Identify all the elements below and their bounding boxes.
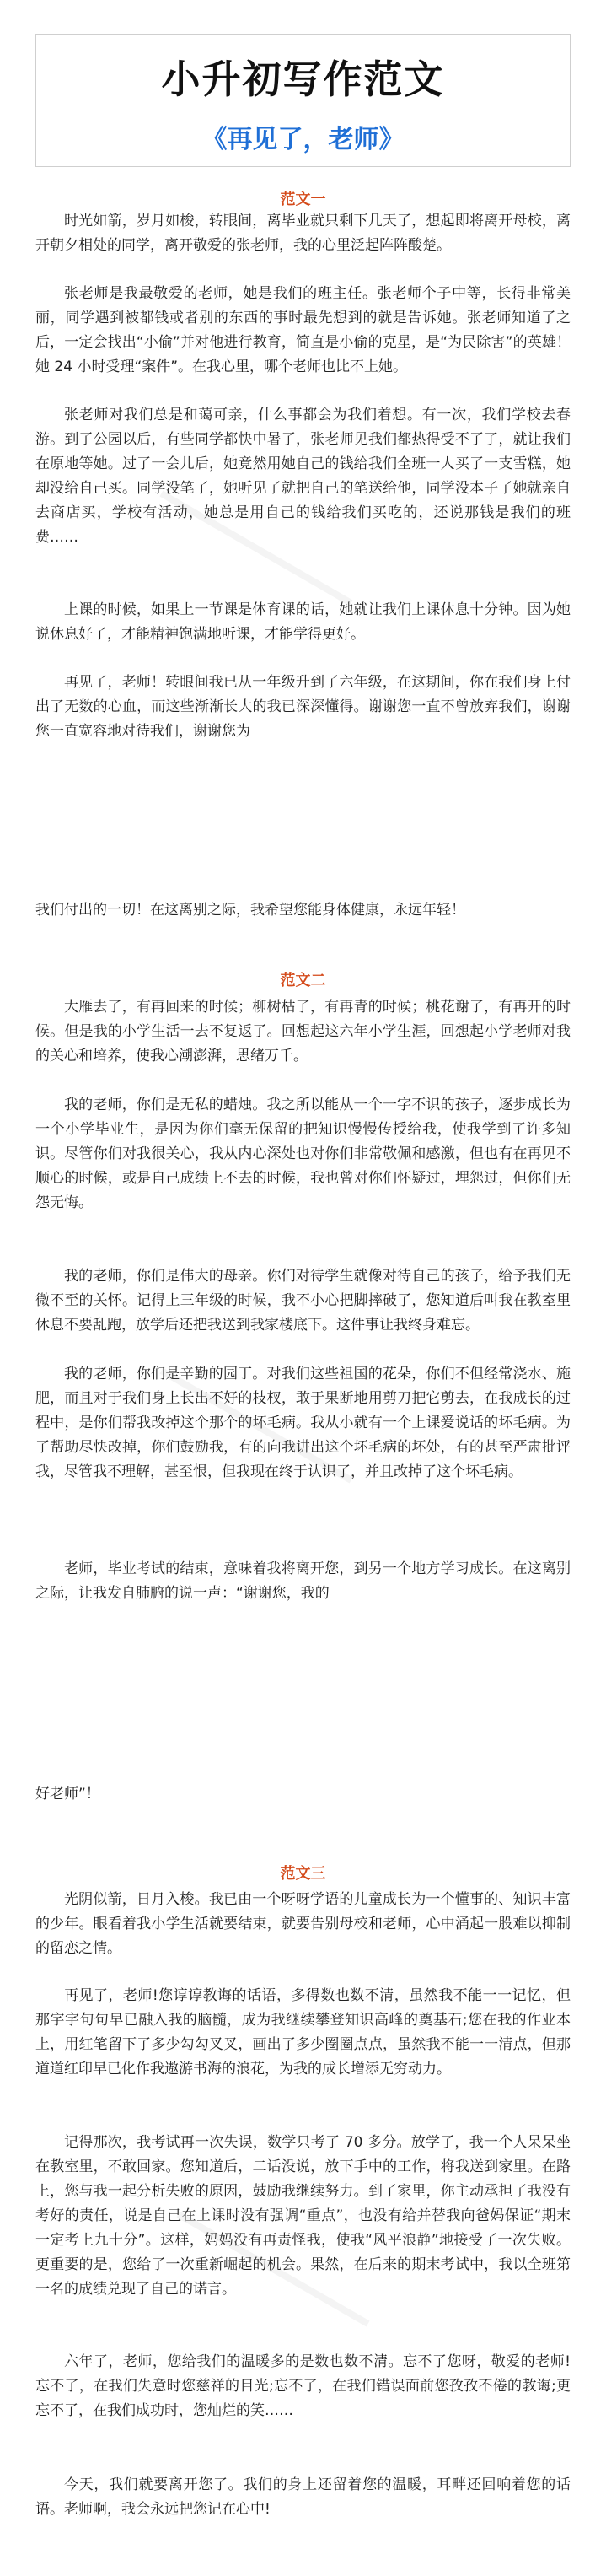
paragraph: 老师，毕业考试的结束，意味着我将离开您，到另一个地方学习成长。在这离别之际，让我发自肺腑的说一声：“谢谢您，我的	[35, 1560, 571, 1602]
paragraph: 今天，我们就要离开您了。我们的身上还留着您的温暖，耳畔还回响着您的话语。老师啊，我会永远把您记在心中!	[35, 2476, 571, 2518]
paragraph: 我的老师，你们是辛勤的园丁。对我们这些祖国的花朵，你们不但经常浇水、施肥，而且对于我们身上长出不好的枝杈，敢于果断地用剪刀把它剪去，在我成长的过程中，是你们帮我改掉这个那个的坏毛病。我从小就有一个上课爱说话的坏毛病。为了帮助尽快改掉，你们鼓励我，有的向我讲出这个坏毛病的坏处，有的甚至严肃批评我，尽管我不理解，甚至恨，但我现在终于认识了，并且改掉了这个坏毛病。	[35, 1366, 571, 1480]
paragraph: 我的老师，你们是无私的蜡烛。我之所以能从一个一字不识的孩子，逐步成长为一个小学毕业生，是因为你们毫无保留的把知识慢慢传授给我，使我学到了许多知识。尽管你们对我很关心，我从内心深处也对你们非常敬佩和感激，但也有在再见不顺心的时候，或是自己成绩上不去的时候，我也曾对你们怀疑过，埋怨过，但你们无怨无悔。	[35, 1097, 571, 1211]
document-title: 小升初写作范文	[161, 57, 445, 102]
paragraph-continuation: 我们付出的一切！在这离别之际，我希望您能身体健康，永远年轻！	[35, 902, 465, 919]
paragraph: 六年了，老师，您给我们的温暖多的是数也数不清。忘不了您呀，敬爱的老师!忘不了，在我们失意时您慈祥的目光;忘不了，在我们错误面前您孜孜不倦的教诲;更忘不了，在我们成功时，您灿烂的笑……	[35, 2353, 571, 2419]
paragraph: 时光如箭，岁月如梭，转眼间，离毕业就只剩下几天了，想起即将离开母校，离开朝夕相处的同学，离开敬爱的张老师，我的心里泛起阵阵酸楚。	[35, 213, 571, 254]
paragraph: 张老师是我最敬爱的老师，她是我们的班主任。张老师个子中等，长得非常美丽，同学遇到被都钱或者别的东西的事时最先想到的就是告诉她。张老师知道了之后，一定会找出“小偷”并对他进行教育，简直是小偷的克星，是“为民除害”的英雄！她 24 小时受理“案件”。在我心里，哪个老师也比不上她。	[35, 285, 571, 375]
section-title-1: 范文一	[280, 191, 326, 208]
document-subtitle: 《再见了，老师》	[201, 125, 405, 154]
paragraph: 我的老师，你们是伟大的母亲。你们对待学生就像对待自己的孩子，给予我们无微不至的关怀。记得上三年级的时候，我不小心把脚摔破了，您知道后叫我在教室里休息不要乱跑，放学后还把我送到我家楼底下。这件事让我终身难忘。	[35, 1268, 571, 1334]
section-title-2: 范文二	[280, 972, 326, 989]
paragraph: 再见了，老师！转眼间我已从一年级升到了六年级，在这期间，你在我们身上付出了无数的心血，而这些渐渐长大的我已深深懂得。谢谢您一直不曾放弃我们，谢谢您一直宽容地对待我们，谢谢您为	[35, 674, 571, 740]
section-title-3: 范文三	[280, 1865, 326, 1883]
paragraph: 上课的时候，如果上一节课是体育课的话，她就让我们上课休息十分钟。因为她说休息好了，才能精神饱满地听课，才能学得更好。	[35, 601, 571, 643]
paragraph: 记得那次，我考试再一次失误，数学只考了 70 多分。放学了，我一个人呆呆坐在教室里，不敢回家。您知道后，二话没说，放下手中的工作，将我送到家里。在路上，您与我一起分析失败的原因，鼓励我继续努力。到了家里，你主动承担了我没有考好的责任，说是自己在上课时没有强调“重点”，也没有给并替我向爸妈保证“期末一定考上九十分”。这样，妈妈没有再责怪我，使我“风平浪静”地接受了一次失败。更重要的是，您给了一次重新崛起的机会。果然，在后来的期末考试中，我以全班第一名的成绩兑现了自己的诺言。	[35, 2134, 571, 2298]
paragraph-continuation: 好老师”！	[35, 1786, 100, 1803]
paragraph: 张老师对我们总是和蔼可亲，什么事都会为我们着想。有一次，我们学校去春游。到了公园以后，有些同学都快中暑了，张老师见我们都热得受不了了，就让我们在原地等她。过了一会儿后，她竟然用她自己的钱给我们全班一人买了一支雪糕，她却没给自己买。同学没笔了，她听见了就把自己的笔送给他，同学没本子了她就亲自去商店买，学校有活动，她总是用自己的钱给我们买吃的，还说那钱是我们的班费……	[35, 407, 571, 546]
paragraph: 光阴似箭，日月入梭。我已由一个呀呀学语的儿童成长为一个懂事的、知识丰富的少年。眼看着我小学生活就要结束，就要告别母校和老师，心中涌起一股难以抑制的留恋之情。	[35, 1891, 571, 1957]
paragraph: 再见了，老师!您谆谆教诲的话语，多得数也数不清，虽然我不能一一记忆，但那字字句句早已融入我的脑髓，成为我继续攀登知识高峰的奠基石;您在我的作业本上，用红笔留下了多少勾勾叉叉，画出了多少圈圈点点，虽然我不能一一清点，但那道道红印早已化作我遨游书海的浪花，为我的成长增添无穷动力。	[35, 1987, 571, 2078]
paragraph: 大雁去了，有再回来的时候；柳树枯了，有再青的时候；桃花谢了，有再开的时候。但是我的小学生活一去不复返了。回想起这六年小学生涯，回想起小学老师对我的关心和培养，使我心潮澎湃，思绪万千。	[35, 999, 571, 1064]
